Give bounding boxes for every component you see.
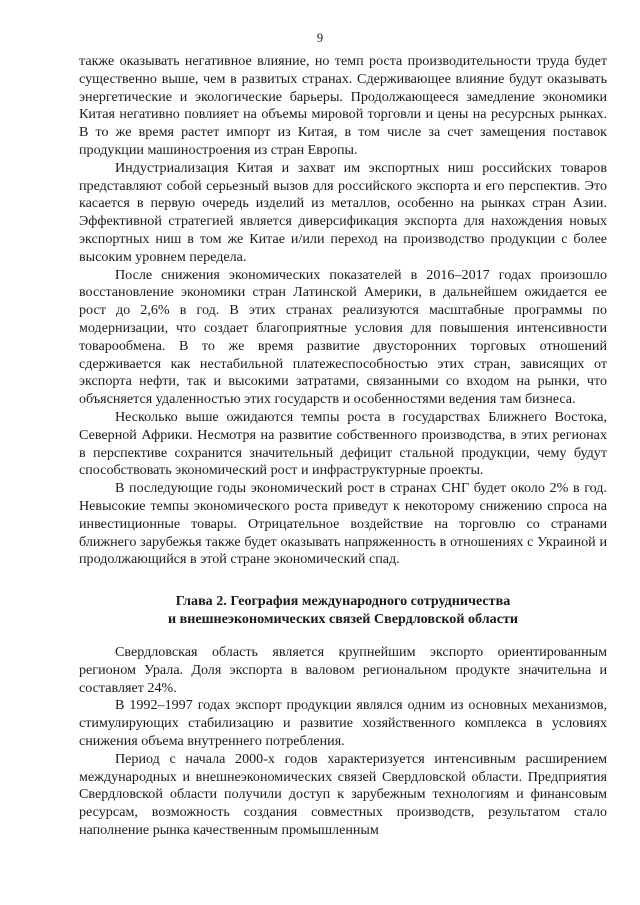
paragraph-cis: В последующие годы экономический рост в странах СНГ будет около 2% в год. Невысокие темпы экономического роста приведут к некоторому снижению спроса на инвестиционные товары. Отрицательное воздействие на торговлю со странами ближнего зарубежья также будет оказывать напряженность в отношениях с Украиной и продолжающийся в этой стране экономический спад. — [79, 480, 607, 568]
paragraph-2000s: Период с начала 2000-х годов характеризуется интенсивным расширением международных и внешнеэкономических связей Свердловской области. Предприятия Свердловской области получили доступ к зарубежным технологиям и финансовым ресурсам, возможность создания совместных производств, результатом стало наполнение рынка качественным промышленным — [79, 750, 607, 838]
chapter-heading-line-2: и внешнеэкономических связей Свердловской области — [168, 611, 518, 627]
body-text-bottom — [79, 644, 607, 840]
paragraph-sverdlovsk-export: Свердловская область является крупнейшим экспорто ориентированным регионом Урала. Доля экспорта в валовом региональном продукте значительна и составляет 24%. — [79, 644, 607, 696]
chapter-heading-line-1: Глава 2. География международного сотрудничества — [175, 593, 511, 609]
paragraph-china-continuation: также оказывать негативное влияние, но темп роста производительности труда будет существенно выше, чем в развитых странах. Сдерживающее влияние будут оказывать энергетические и экологические барьеры. Продолжающееся замедление экономики Китая негативно повлияет на объемы мировой торговли и цены на ресурсных рынках. В то же время растет импорт из Китая, в том числе за счет замещения поставок продукции машиностроения из стран Европы. — [79, 53, 607, 158]
paragraph-middle-east: Несколько выше ожидаются темпы роста в государствах Ближнего Востока, Северной Африки. Несмотря на развитие собственного производства, в этих регионах в перспективе сохранится значительный дефицит стальной продукции, чему будут способствовать экономический рост и инфраструктурные проекты. — [79, 408, 607, 479]
paragraph-latin-america: После снижения экономических показателей в 2016–2017 годах произошло восстановление экономики стран Латинской Америки, в дальнейшем ожидается ее рост до 2,6% в год. В этих странах реализуются масштабные программы по модернизации, что создает благоприятные условия для повышения интенсивности товарообмена. В то же время развитие двусторонних торговых отношений сдерживается как нестабильной платежеспособностью этих стран, зависящих от экспорта нефти, так и высокими затратами, связанными со входом на рынки, что объясняется удаленностью этих государств и особенностями ведения там бизнеса. — [79, 266, 607, 408]
chapter-heading — [79, 592, 607, 628]
body-text-top — [79, 53, 607, 569]
page-number: 9 — [316, 31, 324, 45]
paragraph-china-industrialization: Индустриализация Китая и захват им экспортных ниш российских товаров представляют собой серьезный вызов для российского экспорта и его перспектив. Это касается в первую очередь изделий из металлов, особенно на рынках стран Азии. Эффективной стратегией является диверсификация экспорта для нахождения новых экспортных ниш в том же Китае и/или переход на производство продукции с более высоким уровнем передела. — [79, 159, 607, 265]
paragraph-1992-1997: В 1992–1997 годах экспорт продукции являлся одним из основных механизмов, стимулирующих стабилизацию и развитие хозяйственного комплекса в условиях снижения объема внутреннего потребления. — [79, 697, 607, 749]
